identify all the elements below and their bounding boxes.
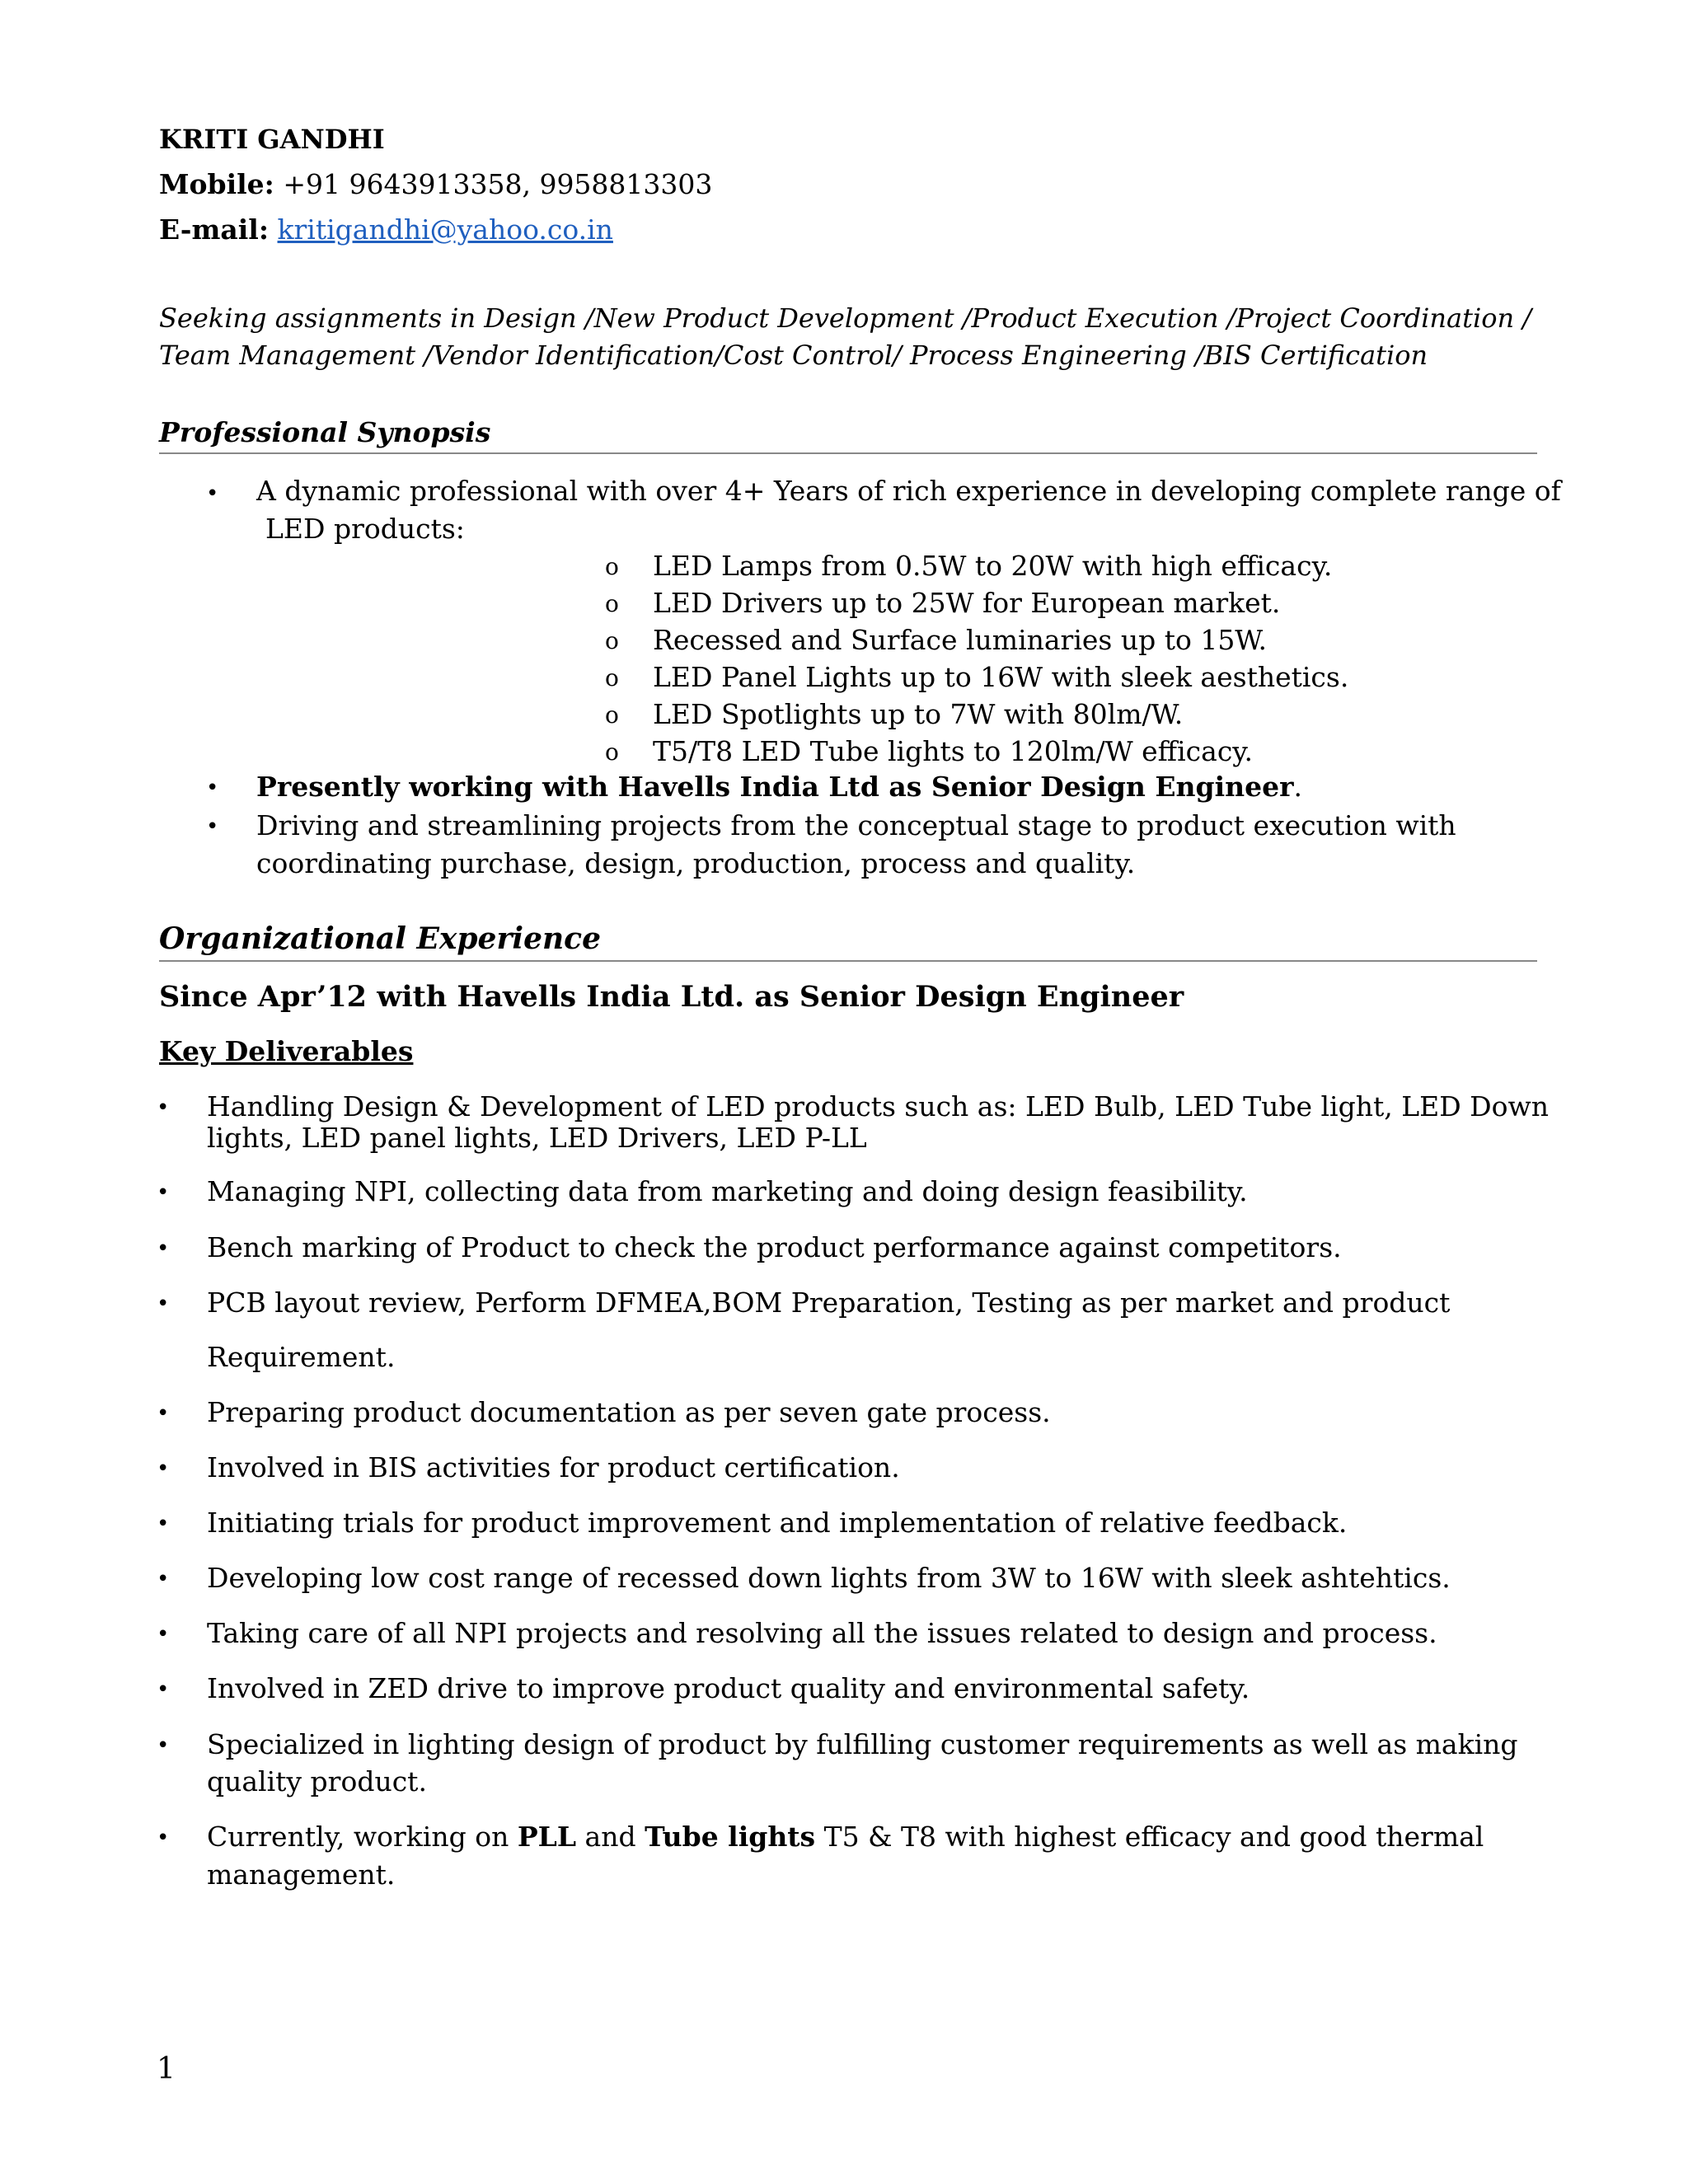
current-pll: PLL [517, 1821, 577, 1853]
mobile-line [159, 168, 712, 200]
current-post: T5 & T8 with highest efficacy and good thermal [815, 1821, 1484, 1853]
deliverable-line-1: Preparing product documentation as per seven gate process. [207, 1396, 1051, 1428]
led-product-item: LED Lamps from 0.5W to 20W with high efficacy. [653, 550, 1333, 582]
deliverable-line-2: lights, LED panel lights, LED Drivers, LED P-LL [207, 1122, 867, 1154]
deliverable-line-1: Handling Design & Development of LED products such as: LED Bulb, LED Tube light, LED Down [207, 1090, 1549, 1122]
mobile-value: +91 9643913358, 9958813303 [283, 168, 713, 200]
deliverable-current-line-1 [207, 1821, 1484, 1853]
email-link[interactable]: kritigandhi@yahoo.co.in [277, 213, 613, 246]
bullet-icon: • [206, 481, 219, 506]
sub-bullet-icon: o [605, 590, 619, 617]
seeking-line-2: Team Management /Vendor Identification/Cost Control/ Process Engineering /BIS Certification [159, 340, 1428, 371]
sub-bullet-icon: o [605, 627, 619, 654]
bullet-icon: • [157, 1180, 170, 1205]
current-tube: Tube lights [645, 1821, 816, 1853]
sub-bullet-icon: o [605, 738, 619, 766]
experience-heading: Organizational Experience [159, 921, 601, 956]
present-role-end: . [1293, 771, 1303, 803]
sub-bullet-icon: o [605, 701, 619, 729]
bullet-icon: • [157, 1456, 170, 1481]
bullet-icon: • [157, 1511, 170, 1536]
deliverable-line-1: Initiating trials for product improvement and implementation of relative feedback. [207, 1507, 1348, 1539]
bullet-icon: • [157, 1733, 170, 1758]
bullet-icon: • [157, 1236, 170, 1261]
bullet-icon: • [157, 1677, 170, 1702]
led-product-item: LED Spotlights up to 7W with 80lm/W. [653, 698, 1184, 730]
deliverable-line-1: Managing NPI, collecting data from marketing and doing design feasibility. [207, 1175, 1248, 1207]
synopsis-divider [159, 452, 1537, 454]
deliverable-current-line-2: management. [207, 1858, 396, 1891]
deliverable-line-1: Involved in BIS activities for product certification. [207, 1451, 900, 1483]
deliverable-line-1: Developing low cost range of recessed down lights from 3W to 16W with sleek ashtehtics. [207, 1562, 1451, 1594]
bullet-icon: • [157, 1291, 170, 1316]
email-label: E-mail: [159, 213, 270, 246]
bullet-icon: • [157, 1567, 170, 1591]
deliverable-line-1: Specialized in lighting design of product by fulfilling customer requirements as well as making [207, 1728, 1518, 1760]
bullet-icon: • [157, 1401, 170, 1426]
deliverable-line-2: Requirement. [207, 1341, 396, 1373]
driving-line-1: Driving and streamlining projects from the conceptual stage to product execution with [256, 809, 1456, 841]
bullet-icon: • [206, 776, 219, 800]
synopsis-heading: Professional Synopsis [159, 416, 491, 448]
bullet-icon: • [157, 1622, 170, 1647]
led-product-item: Recessed and Surface luminaries up to 15W. [653, 624, 1267, 656]
deliverable-line-1: Taking care of all NPI projects and resolving all the issues related to design and process. [207, 1617, 1437, 1649]
deliverable-line-2: quality product. [207, 1765, 427, 1797]
page-number: 1 [157, 2052, 176, 2086]
current-pre: Currently, working on [207, 1821, 518, 1853]
seeking-line-1: Seeking assignments in Design /New Product Development /Product Execution /Project Coordination / [159, 302, 1532, 334]
led-product-item: LED Panel Lights up to 16W with sleek aesthetics. [653, 661, 1349, 693]
deliverable-line-1: Bench marking of Product to check the product performance against competitors. [207, 1231, 1342, 1263]
mobile-label: Mobile: [159, 168, 274, 200]
present-role-bold: Presently working with Havells India Ltd as Senior Design Engineer [256, 771, 1294, 803]
bullet-icon: • [157, 1825, 170, 1850]
synopsis-intro-line-1: A dynamic professional with over 4+ Years of rich experience in developing complete range of [256, 475, 1561, 507]
driving-line-2: coordinating purchase, design, production, process and quality. [256, 847, 1136, 879]
email-line [159, 213, 613, 246]
deliverable-line-1: PCB layout review, Perform DFMEA,BOM Preparation, Testing as per market and product [207, 1286, 1451, 1319]
bullet-icon: • [206, 814, 219, 839]
current-role-title: Since Apr’12 with Havells India Ltd. as Senior Design Engineer [159, 980, 1184, 1014]
present-role-line [256, 771, 1302, 803]
deliverable-line-1: Involved in ZED drive to improve product quality and environmental safety. [207, 1672, 1250, 1704]
candidate-name: KRITI GANDHI [159, 124, 385, 155]
sub-bullet-icon: o [605, 664, 619, 691]
sub-bullet-icon: o [605, 553, 619, 580]
led-product-item: T5/T8 LED Tube lights to 120lm/W efficacy. [653, 735, 1254, 767]
current-and: and [576, 1821, 645, 1853]
synopsis-intro-line-2: LED products: [265, 513, 465, 545]
experience-divider [159, 960, 1537, 962]
key-deliverables-heading: Key Deliverables [159, 1035, 414, 1067]
bullet-icon: • [157, 1095, 170, 1120]
led-product-item: LED Drivers up to 25W for European market. [653, 587, 1281, 619]
